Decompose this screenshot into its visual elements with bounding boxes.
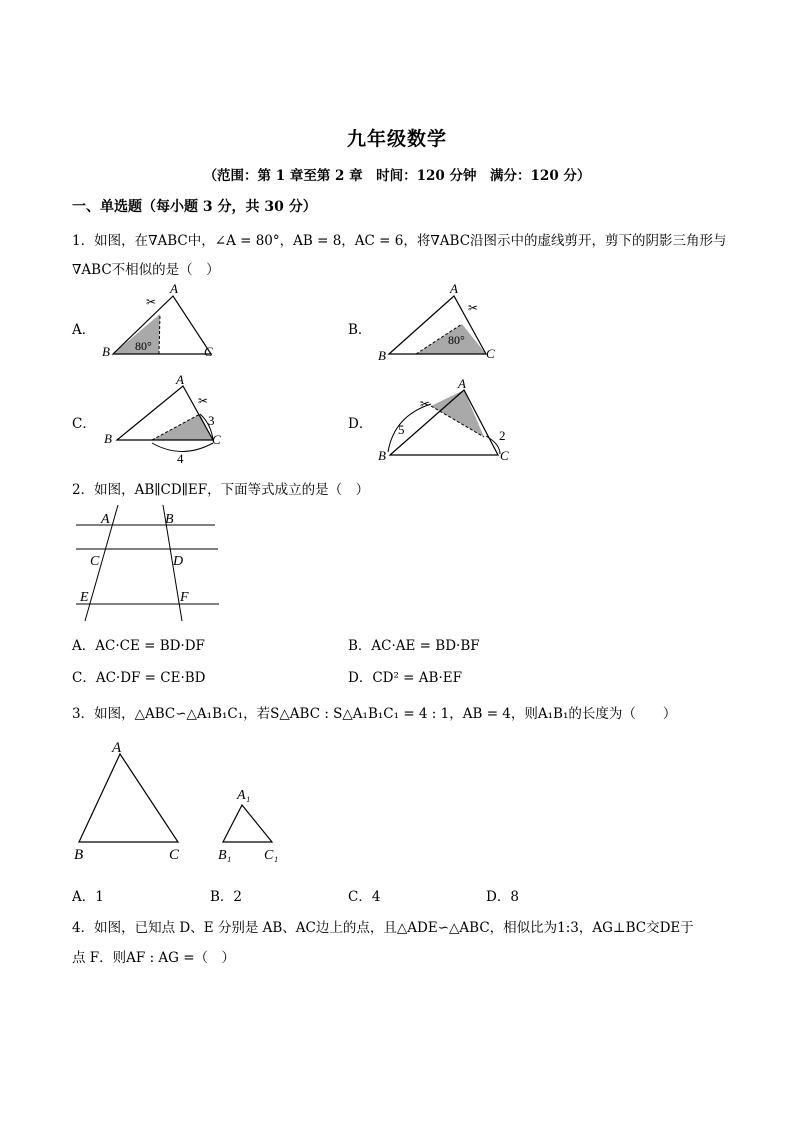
- length-three-label: 3: [208, 413, 215, 428]
- vertex-b1-label: B₁: [218, 848, 232, 863]
- q3-option-a[interactable]: A．1: [72, 889, 104, 905]
- scissors-icon: ✂: [146, 295, 157, 309]
- point-a-label: A: [101, 512, 110, 527]
- vertex-b-label: B: [74, 847, 84, 863]
- vertex-b-label: B: [378, 348, 386, 363]
- vertex-a-label: A: [450, 284, 458, 296]
- q2-option-d[interactable]: D．CD² = AB·EF: [348, 670, 462, 686]
- vertex-a-label: A: [458, 376, 466, 391]
- page-title: 九年级数学: [346, 128, 447, 150]
- point-e-label: E: [80, 590, 89, 605]
- vertex-b-label: B: [378, 448, 386, 463]
- exam-subtitle: （范围：第 1 章至第 2 章 时间：120 分钟 满分：120 分）: [203, 168, 591, 184]
- q1-stem-line2: ∇ABC不相似的是（ ）: [72, 262, 220, 278]
- vertex-c-label: C: [204, 344, 213, 359]
- q1-figure-d: [376, 372, 516, 464]
- point-d-label: D: [173, 554, 184, 569]
- vertex-a-label: A: [112, 740, 122, 756]
- point-f-label: F: [180, 590, 189, 605]
- q2-figure: [72, 503, 222, 623]
- section-heading: 一、单选题（每小题 3 分，共 30 分）: [72, 199, 317, 215]
- q3-option-b[interactable]: B．2: [210, 889, 243, 905]
- q2-option-a[interactable]: A．AC·CE = BD·DF: [72, 638, 205, 654]
- side-five-arc: [388, 404, 431, 452]
- q1-figure-c: [100, 370, 230, 466]
- vertex-a-label: A: [176, 372, 184, 387]
- q1-option-a-label[interactable]: A．: [72, 322, 96, 338]
- vertex-c1-label: C₁: [264, 848, 279, 863]
- q3-stem: 3．如图，△ABC∽△A₁B₁C₁，若S△ABC : S△A₁B₁C₁ = 4 : 1，AB = 4，则A₁B₁的长度为（ ）: [72, 706, 677, 722]
- q3-option-d[interactable]: D．8: [486, 889, 519, 905]
- q1-figure-a: [100, 284, 225, 364]
- scissors-icon: ✂: [468, 301, 479, 315]
- vertex-c-label: C: [212, 432, 221, 447]
- vertex-c-label: C: [169, 847, 180, 863]
- vertex-c-label: C: [486, 346, 495, 361]
- q2-stem: 2．如图，AB∥CD∥EF，下面等式成立的是（ ）: [72, 482, 370, 498]
- length-four-label: 4: [177, 451, 184, 466]
- q3-option-c[interactable]: C．4: [348, 889, 381, 905]
- q4-stem-line1: 4．如图，已知点 D、E 分别是 AB、AC边上的点，且△ADE∽△ABC，相似比为1:3，AG⊥BC交DE于: [72, 920, 694, 936]
- angle-label: 80°: [135, 339, 152, 353]
- q1-option-b-label[interactable]: B．: [348, 322, 372, 338]
- scissors-icon: ✂: [420, 397, 431, 411]
- triangle-a1b1c1: [223, 805, 272, 842]
- vertex-a1-label: A₁: [237, 788, 251, 803]
- vertex-b-label: B: [102, 344, 110, 359]
- scissors-icon: ✂: [198, 394, 209, 408]
- vertex-a-label: A: [170, 284, 178, 296]
- q2-option-b[interactable]: B．AC·AE = BD·BF: [348, 638, 480, 654]
- q4-stem-line2: 点 F．则AF : AG =（ ）: [72, 950, 236, 966]
- triangle-abc: [79, 754, 178, 842]
- q1-stem-line1: 1．如图，在∇ABC中，∠A = 80°，AB = 8，AC = 6，将∇ABC沿图示中的虚线剪开，剪下的阴影三角形与: [72, 233, 727, 249]
- vertex-b-label: B: [104, 431, 112, 446]
- q1-option-d-label[interactable]: D．: [348, 416, 373, 432]
- length-five-label: 5: [398, 422, 405, 437]
- point-b-label: B: [165, 512, 174, 527]
- q3-figure: [72, 737, 302, 867]
- vertex-c-label: C: [500, 448, 509, 463]
- point-c-label: C: [90, 554, 100, 569]
- length-two-label: 2: [499, 428, 506, 443]
- q2-option-c[interactable]: C．AC·DF = CE·BD: [72, 670, 206, 686]
- q1-option-c-label[interactable]: C．: [72, 416, 96, 432]
- angle-label: 80°: [448, 333, 465, 347]
- q1-figure-b: [376, 284, 506, 366]
